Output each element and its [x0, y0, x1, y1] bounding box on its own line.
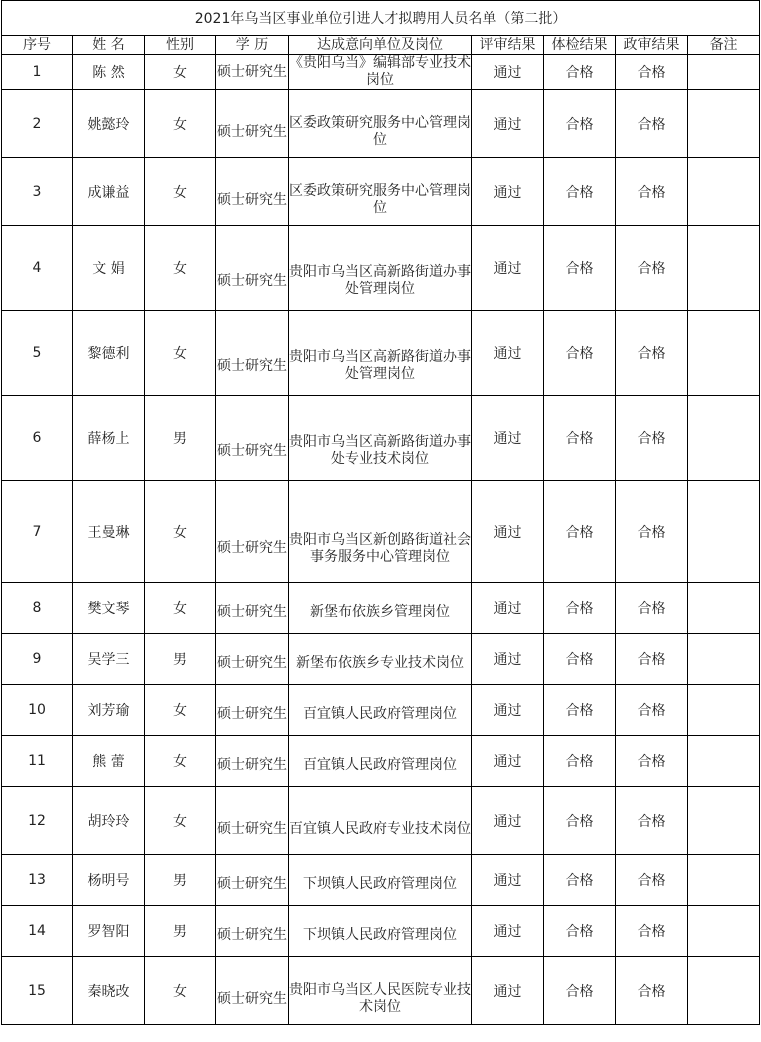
cell-no-text: 9 — [32, 651, 42, 667]
cell-political-text: 合格 — [637, 873, 666, 889]
cell-education-text: 硕士研究生 — [217, 442, 287, 459]
cell-gender-text: 女 — [173, 184, 187, 201]
cell-medical-text: 合格 — [565, 184, 594, 201]
cell-gender — [145, 90, 216, 158]
table-row — [2, 396, 760, 481]
cell-review-text: 通过 — [493, 703, 522, 719]
cell-no-text: 8 — [32, 600, 42, 616]
cell-gender-text: 女 — [173, 65, 187, 81]
cell-name-text: 樊文琴 — [87, 601, 130, 617]
cell-education-text: 硕士研究生 — [217, 706, 287, 722]
header-no: 序号 — [2, 36, 73, 55]
cell-post-text: 区委政策研究服务中心管理岗位 — [289, 115, 471, 148]
cell-no — [2, 634, 73, 685]
cell-gender-text: 女 — [173, 346, 187, 362]
cell-political — [616, 583, 688, 634]
cell-review-text: 通过 — [493, 754, 522, 770]
cell-no — [2, 957, 73, 1025]
cell-no — [2, 906, 73, 957]
table-title: 2021年乌当区事业单位引进人才拟聘用人员名单（第二批） — [2, 1, 760, 36]
cell-education-text: 硕士研究生 — [217, 757, 287, 773]
cell-post-text: 新堡布依族乡专业技术岗位 — [296, 655, 464, 671]
cell-medical-text: 合格 — [565, 983, 594, 1000]
cell-review-text: 通过 — [493, 652, 522, 668]
cell-post — [289, 158, 472, 226]
cell-post — [289, 685, 472, 736]
cell-no-text: 7 — [32, 523, 42, 540]
cell-education — [216, 226, 289, 311]
cell-note — [688, 583, 760, 634]
cell-post — [289, 396, 472, 481]
cell-no — [2, 55, 73, 90]
cell-post — [289, 55, 472, 90]
cell-name — [73, 855, 145, 906]
table-row — [2, 787, 760, 855]
cell-note — [688, 787, 760, 855]
cell-medical — [544, 158, 616, 226]
cell-no-text: 1 — [32, 64, 42, 80]
cell-education-text: 硕士研究生 — [217, 191, 287, 208]
cell-gender-text: 女 — [173, 261, 187, 277]
cell-review-text: 通过 — [493, 924, 522, 940]
cell-review-text: 通过 — [493, 65, 522, 81]
cell-name — [73, 55, 145, 90]
cell-medical-text: 合格 — [565, 813, 594, 830]
cell-name-text: 王曼琳 — [87, 524, 130, 541]
cell-post — [289, 481, 472, 583]
cell-education — [216, 481, 289, 583]
header-gender: 性别 — [145, 36, 216, 55]
cell-political — [616, 855, 688, 906]
cell-post-text: 百宜镇人民政府管理岗位 — [303, 706, 457, 722]
table-row — [2, 311, 760, 396]
cell-gender — [145, 736, 216, 787]
cell-name-text: 陈 然 — [92, 65, 125, 81]
cell-post — [289, 787, 472, 855]
cell-no — [2, 158, 73, 226]
cell-note — [688, 957, 760, 1025]
cell-gender — [145, 311, 216, 396]
cell-no-text: 5 — [32, 345, 42, 361]
table-row — [2, 957, 760, 1025]
cell-education — [216, 906, 289, 957]
cell-post — [289, 855, 472, 906]
cell-name — [73, 787, 145, 855]
cell-gender-text: 男 — [173, 652, 187, 668]
table-row — [2, 158, 760, 226]
cell-note — [688, 634, 760, 685]
cell-post-text: 百宜镇人民政府管理岗位 — [303, 757, 457, 773]
cell-name — [73, 583, 145, 634]
cell-medical — [544, 90, 616, 158]
cell-gender-text: 女 — [173, 813, 187, 830]
cell-no — [2, 787, 73, 855]
cell-post-text: 贵阳市乌当区高新路街道办事处管理岗位 — [289, 264, 471, 297]
cell-political — [616, 90, 688, 158]
cell-name — [73, 226, 145, 311]
cell-political — [616, 957, 688, 1025]
cell-review — [472, 481, 544, 583]
cell-review-text: 通过 — [493, 431, 522, 447]
table-row — [2, 736, 760, 787]
cell-note — [688, 158, 760, 226]
header-name: 姓 名 — [73, 36, 145, 55]
cell-political — [616, 226, 688, 311]
cell-name-text: 姚懿玲 — [87, 116, 130, 133]
cell-political-text: 合格 — [637, 346, 666, 362]
cell-gender — [145, 685, 216, 736]
cell-gender — [145, 158, 216, 226]
cell-medical — [544, 226, 616, 311]
cell-education-text: 硕士研究生 — [217, 876, 287, 892]
header-review: 评审结果 — [472, 36, 544, 55]
cell-political — [616, 158, 688, 226]
cell-post — [289, 634, 472, 685]
cell-post-text: 贵阳市乌当区高新路街道办事处专业技术岗位 — [289, 434, 471, 467]
cell-name — [73, 311, 145, 396]
cell-no-text: 10 — [28, 702, 46, 718]
cell-political-text: 合格 — [637, 924, 666, 940]
cell-medical — [544, 957, 616, 1025]
cell-no — [2, 481, 73, 583]
cell-post-text: 贵阳市乌当区人民医院专业技术岗位 — [289, 982, 471, 1015]
cell-name-text: 杨明号 — [87, 873, 130, 889]
table-row — [2, 55, 760, 90]
sheet-bottom-margin — [0, 1026, 761, 1042]
cell-name-text: 熊 蕾 — [92, 754, 125, 770]
cell-medical — [544, 583, 616, 634]
cell-name — [73, 90, 145, 158]
cell-post — [289, 906, 472, 957]
cell-review — [472, 906, 544, 957]
cell-education — [216, 685, 289, 736]
cell-review — [472, 957, 544, 1025]
cell-no-text: 11 — [28, 753, 46, 769]
cell-review — [472, 855, 544, 906]
cell-name-text: 罗智阳 — [87, 924, 130, 940]
cell-review — [472, 226, 544, 311]
cell-gender — [145, 855, 216, 906]
cell-post-text: 新堡布依族乡管理岗位 — [310, 604, 450, 620]
cell-gender — [145, 634, 216, 685]
cell-post-text: 《贵阳乌当》编辑部专业技术岗位 — [289, 55, 471, 88]
cell-no-text: 3 — [32, 183, 42, 200]
cell-post — [289, 311, 472, 396]
cell-no — [2, 396, 73, 481]
cell-education — [216, 55, 289, 90]
cell-education — [216, 957, 289, 1025]
cell-post — [289, 736, 472, 787]
cell-medical — [544, 481, 616, 583]
cell-political — [616, 481, 688, 583]
cell-note — [688, 481, 760, 583]
header-education: 学 历 — [216, 36, 289, 55]
candidate-table — [1, 0, 760, 1025]
cell-political-text: 合格 — [637, 261, 666, 277]
cell-medical-text: 合格 — [565, 754, 594, 770]
cell-note — [688, 90, 760, 158]
cell-note — [688, 736, 760, 787]
cell-review-text: 通过 — [493, 524, 522, 541]
cell-review-text: 通过 — [493, 601, 522, 617]
header-political: 政审结果 — [616, 36, 688, 55]
cell-name — [73, 685, 145, 736]
cell-education-text: 硕士研究生 — [217, 540, 287, 556]
cell-gender — [145, 957, 216, 1025]
cell-name-text: 成谦益 — [87, 184, 130, 201]
cell-no-text: 6 — [32, 430, 42, 446]
cell-medical-text: 合格 — [565, 703, 594, 719]
cell-gender — [145, 55, 216, 90]
cell-medical-text: 合格 — [565, 261, 594, 277]
cell-note — [688, 906, 760, 957]
cell-political-text: 合格 — [637, 813, 666, 830]
cell-education — [216, 736, 289, 787]
table-row — [2, 634, 760, 685]
cell-no-text: 12 — [28, 812, 46, 829]
cell-political — [616, 685, 688, 736]
cell-political — [616, 906, 688, 957]
cell-gender — [145, 583, 216, 634]
cell-name-text: 黎德利 — [87, 346, 130, 362]
cell-review-text: 通过 — [493, 983, 522, 1000]
cell-post-text: 贵阳市乌当区新创路街道社会事务服务中心管理岗位 — [289, 531, 471, 565]
cell-no-text: 15 — [28, 982, 46, 999]
cell-name-text: 薛杨上 — [87, 431, 130, 447]
cell-education — [216, 787, 289, 855]
cell-review — [472, 634, 544, 685]
cell-medical-text: 合格 — [565, 873, 594, 889]
cell-no-text: 2 — [32, 115, 42, 132]
cell-education-text: 硕士研究生 — [217, 272, 287, 289]
cell-no — [2, 855, 73, 906]
cell-post — [289, 90, 472, 158]
cell-no — [2, 583, 73, 634]
cell-education-text: 硕士研究生 — [217, 63, 287, 80]
cell-no — [2, 736, 73, 787]
cell-education-text: 硕士研究生 — [217, 357, 287, 374]
header-row — [2, 36, 760, 55]
cell-political-text: 合格 — [637, 601, 666, 617]
cell-gender-text: 女 — [173, 601, 187, 617]
cell-education-text: 硕士研究生 — [217, 820, 287, 837]
cell-gender-text: 女 — [173, 703, 187, 719]
table-row — [2, 906, 760, 957]
cell-medical-text: 合格 — [565, 652, 594, 668]
cell-note — [688, 685, 760, 736]
cell-medical-text: 合格 — [565, 601, 594, 617]
cell-education-text: 硕士研究生 — [217, 123, 287, 140]
cell-no — [2, 226, 73, 311]
cell-name — [73, 957, 145, 1025]
cell-political-text: 合格 — [637, 184, 666, 201]
cell-medical-text: 合格 — [565, 924, 594, 940]
table-row — [2, 481, 760, 583]
cell-education-text: 硕士研究生 — [217, 655, 287, 671]
cell-review — [472, 396, 544, 481]
cell-medical — [544, 787, 616, 855]
cell-note — [688, 226, 760, 311]
cell-review — [472, 583, 544, 634]
cell-no — [2, 90, 73, 158]
cell-post-text: 下坝镇人民政府管理岗位 — [303, 927, 457, 943]
cell-no-text: 14 — [28, 923, 46, 939]
cell-post-text: 下坝镇人民政府管理岗位 — [303, 876, 457, 892]
cell-gender-text: 女 — [173, 116, 187, 133]
cell-name — [73, 906, 145, 957]
cell-name-text: 胡玲玲 — [87, 813, 130, 830]
cell-political-text: 合格 — [637, 652, 666, 668]
cell-medical — [544, 736, 616, 787]
table-row — [2, 90, 760, 158]
cell-review — [472, 787, 544, 855]
cell-post-text: 百宜镇人民政府专业技术岗位 — [289, 820, 471, 837]
cell-review — [472, 311, 544, 396]
cell-note — [688, 55, 760, 90]
cell-gender-text: 男 — [173, 431, 187, 447]
header-note: 备注 — [688, 36, 760, 55]
cell-political — [616, 787, 688, 855]
cell-gender-text: 女 — [173, 983, 187, 1000]
cell-gender — [145, 396, 216, 481]
cell-gender — [145, 787, 216, 855]
cell-medical — [544, 685, 616, 736]
cell-medical — [544, 55, 616, 90]
cell-education — [216, 634, 289, 685]
cell-no — [2, 685, 73, 736]
cell-review — [472, 158, 544, 226]
cell-medical — [544, 855, 616, 906]
cell-gender — [145, 226, 216, 311]
cell-review — [472, 736, 544, 787]
cell-medical-text: 合格 — [565, 346, 594, 362]
table-row — [2, 226, 760, 311]
cell-post — [289, 957, 472, 1025]
cell-medical — [544, 311, 616, 396]
cell-medical-text: 合格 — [565, 116, 594, 133]
title-row — [2, 1, 760, 36]
cell-education — [216, 311, 289, 396]
cell-name-text: 吴学三 — [87, 652, 130, 668]
cell-note — [688, 396, 760, 481]
cell-education — [216, 583, 289, 634]
cell-review-text: 通过 — [493, 261, 522, 277]
cell-political-text: 合格 — [637, 431, 666, 447]
cell-political — [616, 55, 688, 90]
cell-no — [2, 311, 73, 396]
cell-post-text: 贵阳市乌当区高新路街道办事处管理岗位 — [289, 349, 471, 382]
cell-education-text: 硕士研究生 — [217, 604, 287, 620]
cell-medical-text: 合格 — [565, 431, 594, 447]
cell-political-text: 合格 — [637, 703, 666, 719]
cell-gender-text: 男 — [173, 873, 187, 889]
cell-gender — [145, 481, 216, 583]
cell-name — [73, 158, 145, 226]
cell-review-text: 通过 — [493, 184, 522, 201]
cell-political-text: 合格 — [637, 65, 666, 81]
cell-political-text: 合格 — [637, 983, 666, 1000]
cell-gender-text: 女 — [173, 524, 187, 541]
cell-education — [216, 158, 289, 226]
cell-education — [216, 855, 289, 906]
cell-education-text: 硕士研究生 — [217, 927, 287, 943]
cell-name — [73, 634, 145, 685]
cell-review — [472, 90, 544, 158]
cell-political — [616, 634, 688, 685]
cell-gender-text: 女 — [173, 754, 187, 770]
cell-note — [688, 311, 760, 396]
cell-review-text: 通过 — [493, 813, 522, 830]
cell-review — [472, 685, 544, 736]
table-row — [2, 583, 760, 634]
cell-political-text: 合格 — [637, 524, 666, 541]
cell-political — [616, 396, 688, 481]
cell-review-text: 通过 — [493, 873, 522, 889]
cell-name — [73, 396, 145, 481]
cell-medical — [544, 396, 616, 481]
cell-post — [289, 226, 472, 311]
header-post: 达成意向单位及岗位 — [289, 36, 472, 55]
cell-review-text: 通过 — [493, 346, 522, 362]
header-medical: 体检结果 — [544, 36, 616, 55]
cell-political — [616, 736, 688, 787]
cell-review-text: 通过 — [493, 116, 522, 133]
cell-name-text: 秦晓改 — [87, 983, 130, 1000]
cell-medical — [544, 906, 616, 957]
cell-political-text: 合格 — [637, 116, 666, 133]
cell-political — [616, 311, 688, 396]
cell-name — [73, 736, 145, 787]
table-row — [2, 855, 760, 906]
cell-no-text: 4 — [32, 260, 42, 276]
cell-no-text: 13 — [28, 872, 46, 888]
cell-medical — [544, 634, 616, 685]
cell-name-text: 文 娟 — [92, 261, 125, 277]
cell-note — [688, 855, 760, 906]
cell-political-text: 合格 — [637, 754, 666, 770]
cell-name — [73, 481, 145, 583]
cell-post-text: 区委政策研究服务中心管理岗位 — [289, 183, 471, 216]
cell-name-text: 刘芳瑜 — [87, 703, 130, 719]
cell-gender — [145, 906, 216, 957]
cell-education — [216, 396, 289, 481]
cell-review — [472, 55, 544, 90]
cell-post — [289, 583, 472, 634]
cell-education-text: 硕士研究生 — [217, 990, 287, 1007]
cell-medical-text: 合格 — [565, 65, 594, 81]
cell-gender-text: 男 — [173, 924, 187, 940]
cell-education — [216, 90, 289, 158]
table-row — [2, 685, 760, 736]
cell-medical-text: 合格 — [565, 524, 594, 541]
